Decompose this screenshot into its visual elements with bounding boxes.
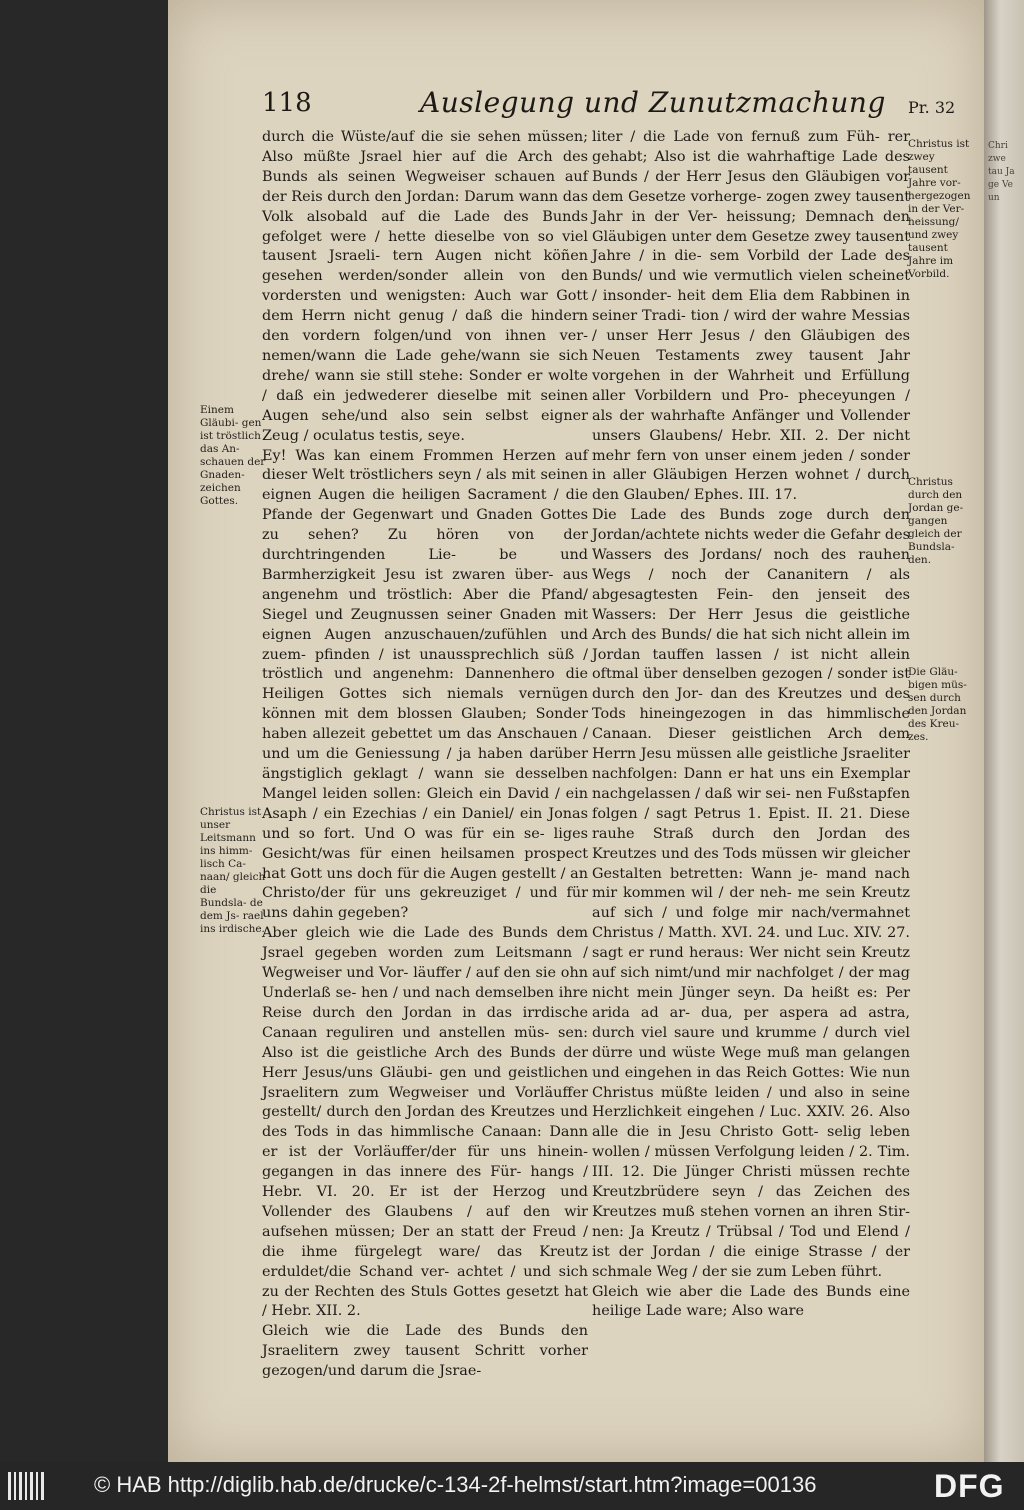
- margin-note-3: Christus ist zwey tausent Jahre vor- hergezogen in der Ver- heissung/ und zwey tausent Jahre im Vorbild.: [908, 138, 971, 280]
- margin-note-2: Christus ist unser Leitsmann ins himm- lisch Ca- naan/ gleich die Bundsla- de dem Js- rael ins irdische.: [200, 806, 266, 935]
- page-number: 118: [262, 88, 312, 118]
- margin-note-1: Einem Gläubi- gen ist tröstlich das An- schauen der Gnaden- zeichen Gottes.: [200, 404, 266, 507]
- next-page-fragments: Chri zwe tau Ja ge Ve un: [988, 141, 1015, 203]
- section-mark: Pr. 32: [908, 98, 956, 117]
- barcode-icon: [8, 1472, 48, 1500]
- copyright-link[interactable]: © HAB http://diglib.hab.de/drucke/c-134-2f-helmst/start.htm?image=00136: [94, 1472, 817, 1497]
- right-text-column: liter / die Lade von fernuß zum Füh- rer gehabt; Also ist die wahrhaftige Lade des Bunds / der Herr Jesus den Gläubigen vor dem Gesetze vorherge- zogen zwey tausent Jahr in der Ver- heissung; Demnach den Gläubigen unter dem Gesetze zwey tausent Jahre / in die- sem Vorbild der Lade des Bunds/ und wie vermutlich vielen scheinet / insonder- heit dem Elia dem Rabbinen in seiner Tradi- tion / wird der wahre Messias / unser Herr Jesus / den Gläubigen des Neuen Testaments zwey tausent Jahr vorgehen in der Wahrheit und Erfüllung aller Vorbildern und Pro- pheceyungen / als der wahrhafte Anfänger und Vollender unsers Glaubens/ Hebr. XII. 2. Der nicht mehr fern von unser einem jeden / sonder in aller Gläubigen Herzen wohnet / durch den Glauben/ Ephes. III. 17. Die Lade des Bunds zoge durch den Jordan/achtete nichts weder die Gefahr des Wassers des Jordans/ noch des rauhen Wegs / noch der Cananitern / als abgesagtesten Fein- den jenseit des Wassers: Der Herr Jesus die geistliche Arch des Bunds/ die hat sich nicht allein im Jordan tauffen lassen / ist nicht allein oftmal über denselben gezogen / sonder ist durch den Jor- dan des Kreutzes und des Tods hineingezogen in das himmlische Canaan. Dieser geistlichen Arch dem Herrn Jesu müssen alle geistliche Jsraeliter nachfolgen: Dann er hat uns ein Exemplar nachgelassen / daß wir sei- nen Fußstapfen folgen / sagt Petrus 1. Epist. II. 21. Diese rauhe Straß durch den Jordan des Kreutzes und des Tods müssen wir gleicher Gestalten betretten: Wann je- mand nach mir kommen wil / der neh- me sein Kreutz auf sich / und folge mir nach/vermahnet Christus / Matth. XVI. 24. und Luc. XIV. 27. sagt er rund heraus: Wer nicht sein Kreutz auf sich nimt/und mir nachfolget / der mag nicht mein Jünger seyn. Da heißt es: Per arida ad ar- dua, per aspera ad astra, durch viel saure und krumme / durch viel dürre und wüste Wege muß man gelangen und eingehen in das Reich Gottes: Wie nun Christus müßte leiden / und also in seine Herzlichkeit eingehen / Luc. XXIV. 26. Also alle die in Jesu Christo Gott- selig leben wollen / müssen Verfolgung leiden / 2. Tim. III. 12. Die Jünger Christi müssen rechte Kreutzbrüdere seyn / das Zeichen des Kreutzes muß stehen vornen an ihren Stir- nen: Ja Kreutz / Trübsal / Tod und Elend / ist der Jordan / die einige Strasse / der schmale Weg / der sie zum Leben führt. Gleich wie aber die Lade des Bunds eine heilige Lade ware; Also ware: [592, 129, 910, 1320]
- margin-note-4: Christus durch den Jordan ge- gangen gleich der Bundsla- den.: [908, 476, 964, 566]
- running-title: Auslegung und Zunutzmachung: [420, 86, 886, 119]
- left-text-column: durch die Wüste/auf die sie sehen müssen; Also müßte Jsrael hier auf die Arch des Bunds als seinen Wegweiser schauen auf der Reis durch den Jordan: Darum wann das Volk alsobald auf die Lade des Bunds gefolget were / hette dieselbe von so viel tausent Jsraeli- tern Augen nicht köñen gesehen werden/sonder allein von den vordersten und wenigsten: Auch war Gott dem Herrn nicht genug / daß die hindern den vordern folgen/und von ihnen ver- nemen/wann die Lade gehe/wann sie sich drehe/ wann sie still stehe: Sonder er wolte / daß ein jedwederer dieselbe mit seinen Augen sehe/und also sein selbst eigner Zeug / oculatus testis, seye. Ey! Was kan einem Frommen Herzen auf dieser Welt tröstlichers seyn / als mit seinen eignen Augen die heiligen Sacrament / die Pfande der Gegenwart und Gnaden Gottes zu sehen? Zu hören von der durchtringenden Lie- be und Barmherzigkeit Jesu ist zwaren über- aus angenehm und tröstlich: Aber die Pfand/ Siegel und Zeugnussen seiner Gnaden mit eignen Augen anzuschauen/zufühlen und zuem- pfinden / ist unaussprechlich süß / tröstlich und angenehm: Dannenhero die Heiligen Gottes sich niemals vernügen können mit dem blossen Glauben; Sonder haben allezeit gebettet um das Anschauen / und um die Geniessung / ja haben darüber ängstiglich geklagt / wann sie desselben Mangel leiden sollen: Gleich ein David / ein Asaph / ein Ezechias / ein Daniel/ ein Jonas und so fort. Und O was für ein se- liges Gesicht/was für einen heilsamen prospect hat Gott uns doch für die Augen gestellt / an Christo/der für uns gekreuziget / und für uns dahin gegeben? Aber gleich wie die Lade des Bunds dem Jsrael gegeben worden zum Leitsmann / Wegweiser und Vor- läuffer / auf den sie ohn Underlaß se- hen / und nach demselben ihre Reise durch den Jordan in das irrdische Canaan reguliren und anstellen müs- sen: Also ist die geistliche Arch des Bunds der Herr Jesus/uns Gläubi- gen und geistlichen Jsraelitern zum Wegweiser und Vorläuffer gestellt/ durch den Jordan des Kreutzes und des Tods in das himmlische Canaan: Dann er ist der Vorläuffer/der für uns hinein- gegangen in das innere des Für- hangs / Hebr. VI. 20. Er ist der Herzog und Vollender des Glaubens / auf den wir aufsehen müssen; Der an statt der Freud / die ihme fürgelegt ware/ das Kreutz erduldet/die Schand ver- achtet / und sich zu der Rechten des Stuls Gottes gesetzt hat / Hebr. XII. 2. Gleich wie die Lade des Bunds den Jsraelitern zwey tausent Schritt vorher gezogen/und darum die Jsrae-: [262, 129, 588, 1380]
- footer-bar: [0, 1462, 1024, 1510]
- dfg-logo: DFG: [934, 1468, 1005, 1504]
- margin-note-5: Die Gläu- bigen müs- sen durch den Jordan des Kreu- zes.: [908, 666, 967, 743]
